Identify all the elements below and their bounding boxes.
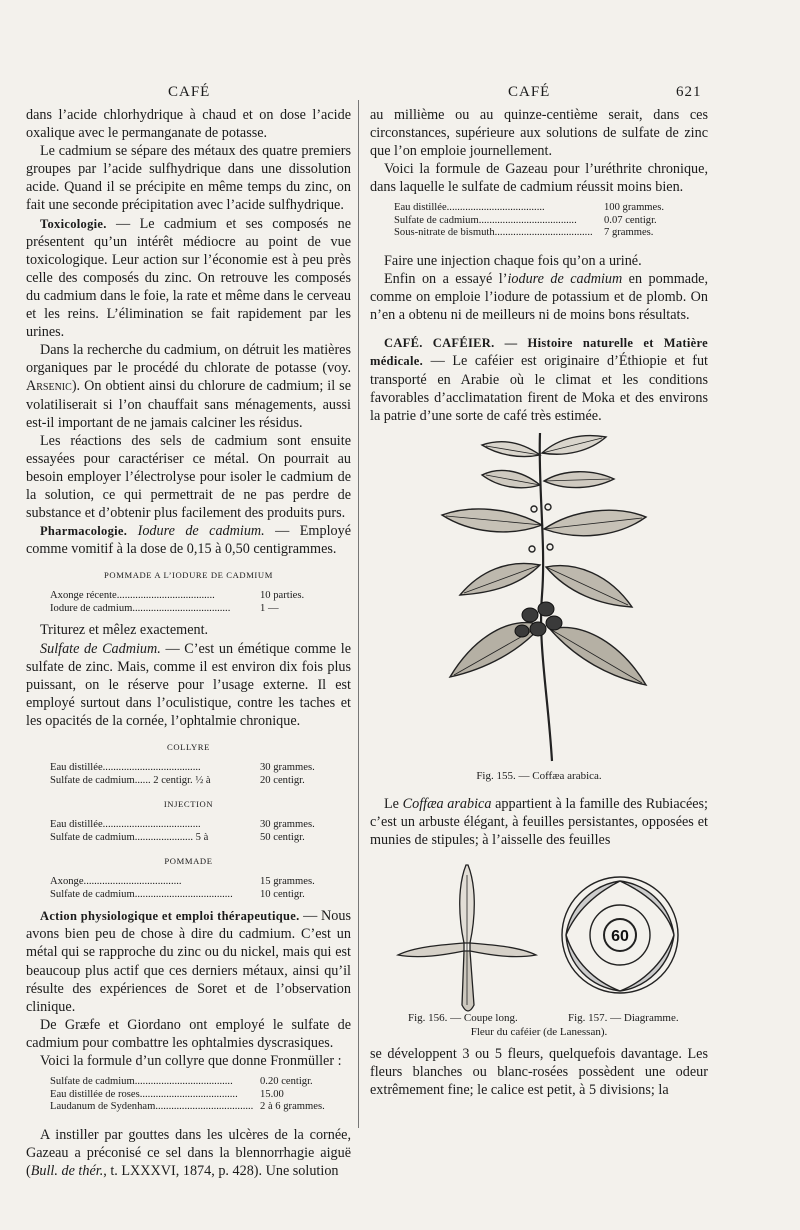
paragraph: Voici la formule d’un collyre que donne Fronmüller :: [40, 1053, 342, 1070]
diagram-label: 60: [611, 928, 629, 946]
recipe-row: [50, 1076, 325, 1089]
paragraph: se développent 3 ou 5 fleurs, quelquefois davantage. Les fleurs blanches ou blanc-rosées possèdent une odeur extrêmement fine; le calice est petit, à 5 divisions; la: [370, 1046, 708, 1099]
paragraph-toxicologie: [26, 215, 351, 342]
recipe-quantity: 100 grammes.: [604, 202, 665, 214]
paragraph-pharmacologie: [26, 522, 351, 558]
cross-reference: Arsenic: [26, 378, 72, 395]
figure-flower: [370, 855, 708, 1039]
paragraph-text: Le: [384, 795, 403, 812]
paragraph-text: appartient à la famille des Rubiacées; c’est un arbuste élégant, à feuilles persistantes, opposées et munies de stipules; à l’aisselle des feuilles: [370, 795, 709, 849]
recipe-title: COLLYRE: [167, 742, 210, 752]
recipe-row: [50, 590, 304, 603]
recipe-quantity: 0.07 centigr.: [604, 214, 657, 226]
section-heading: Pharmacologie.: [40, 524, 128, 539]
column-divider: [358, 100, 359, 1128]
recipe-ingredient: Sulfate de cadmium...... 2 centigr. ½ à: [50, 774, 211, 786]
paragraph: Triturez et mêlez exactement.: [40, 622, 209, 639]
paragraph-text: Enfin on a essayé l’: [384, 271, 508, 288]
paragraph-text: , t. LXXXVI, 1874, p. 428). Une solution: [103, 1162, 339, 1179]
recipe-ingredient: Eau distillée.....................................: [50, 819, 201, 831]
paragraph-text: — Nous avons bien peu de chose à dire du cadmium. C’est un métal qui se rapproche du zinc ou du nickel, mais qui est beaucoup plus actif que ces derniers métaux, ainsi qu’il résulte des expériences de Soret et de l’observation clinique.: [26, 908, 351, 1015]
italic-term: iodure de cadmium: [507, 271, 623, 288]
paragraph-text: — Employé comme vomitif à la dose de 0,15 à 0,50 centigrammes.: [26, 523, 351, 558]
paragraph: [26, 341, 351, 431]
recipe-ingredient: Sous-nitrate de bismuth.....................................: [394, 227, 593, 239]
page-number: 621: [676, 84, 702, 100]
paragraph-text: ). On obtient ainsi du chlorure de cadmium; il se volatiliserait si l’on chauffait sans ménagements, aussi est-il important de ne jamais calciner les résidus.: [26, 378, 351, 431]
recipe-ingredient: Sulfate de cadmium.....................................: [50, 888, 233, 900]
recipe-table: [50, 762, 315, 787]
recipe-ingredient: Eau distillée.....................................: [50, 762, 201, 774]
recipe-quantity: 50 centigr.: [260, 831, 305, 843]
paragraph-sulfate: [26, 640, 351, 730]
paragraph-text: — C’est un émétique comme le sulfate de zinc. Mais, comme il est environ dix fois plus puissant, on le réserve pour l’usage externe. Il est employé surtout dans l’oculistique, contre les taches et les opacités de la cornée, l’ophtalmie chronique.: [26, 640, 351, 729]
recipe-table: [50, 1076, 325, 1114]
recipe-table: [50, 819, 315, 844]
recipe-title: POMMADE A L’IODURE DE CADMIUM: [104, 570, 273, 581]
paragraph: De Græfe et Giordano ont employé le sulfate de cadmium pour combattre les ophtalmies dyscrasiques.: [26, 1016, 351, 1051]
running-head-right: CAFÉ: [508, 84, 551, 100]
recipe-ingredient: Axonge récente.....................................: [50, 590, 215, 602]
recipe-row: [50, 819, 315, 832]
paragraph: [370, 795, 708, 849]
recipe-row: [50, 832, 315, 845]
paragraph: Voici la formule de Gazeau pour l’uréthrite chronique, dans laquelle le sulfate de cadmium réussit moins bien.: [370, 161, 708, 196]
recipe-row: [50, 603, 304, 616]
paragraph: dans l’acide chlorhydrique à chaud et on dose l’acide oxalique avec le permanganate de potasse.: [26, 107, 351, 142]
figure-caption: Fig. 156. — Coupe long.: [408, 1012, 518, 1025]
recipe-ingredient: Sulfate de cadmium.....................................: [50, 1076, 233, 1088]
running-head-left: CAFÉ: [168, 84, 211, 100]
recipe-quantity: 1 —: [260, 602, 279, 614]
recipe-quantity: 15.00: [260, 1088, 284, 1100]
recipe-quantity: 2 à 6 grammes.: [260, 1101, 325, 1113]
article-heading: CAFÉ. CAFÉIER. — Histoire naturelle et Matière médicale.: [370, 336, 708, 369]
left-column: [26, 106, 351, 1180]
figure-coffee-branch: [370, 425, 708, 767]
section-heading: Action physiologique et emploi thérapeutique.: [40, 909, 300, 924]
recipe-row: [50, 889, 315, 902]
flower-section-illustration: [370, 855, 708, 1035]
paragraph: [370, 270, 708, 324]
paragraph: [26, 1126, 351, 1180]
recipe-quantity: 10 parties.: [260, 590, 305, 602]
recipe-ingredient: Eau distillée.....................................: [394, 202, 545, 214]
recipe-title: POMMADE: [164, 856, 213, 867]
figure-caption: Fig. 155. — Coffæa arabica.: [476, 769, 602, 782]
recipe-ingredient: Sulfate de cadmium...................... 5 à: [50, 831, 209, 843]
figure-caption: Fig. 157. — Diagramme.: [568, 1012, 679, 1025]
recipe-table: [50, 876, 315, 901]
recipe-ingredient: Axonge.....................................: [50, 876, 182, 888]
paragraph-action: [26, 907, 351, 1016]
recipe-quantity: 30 grammes.: [260, 762, 315, 774]
right-column: [370, 106, 708, 1099]
recipe-quantity: 30 grammes.: [260, 819, 315, 831]
recipe-row: [394, 202, 664, 215]
coffee-branch-illustration: [370, 425, 708, 767]
recipe-ingredient: Eau distillée de roses.....................................: [50, 1088, 238, 1100]
recipe-quantity: 20 centigr.: [260, 774, 305, 786]
recipe-quantity: 10 centigr.: [260, 888, 305, 900]
paragraph-text: A instiller par gouttes dans les ulcères de la cornée, Gazeau a préconisé ce sel dans la blennorrhagie aiguë (: [26, 1126, 351, 1179]
paragraph: au millième ou au quinze-centième serait, dans ces circonstances, supérieure aux solutions de sulfate de zinc que l’on emploie journellement.: [370, 107, 708, 160]
recipe-row: [50, 876, 315, 889]
recipe-ingredient: Iodure de cadmium.....................................: [50, 602, 231, 614]
recipe-ingredient: Sulfate de cadmium.....................................: [394, 214, 577, 226]
recipe-quantity: 0.20 centigr.: [260, 1076, 313, 1088]
recipe-table: [394, 202, 664, 240]
paragraph-text: en pommade, comme on emploie l’iodure de potassium et de plomb. On n’en a obtenu ni de meilleurs ni de moins bons résultats.: [370, 271, 709, 324]
italic-term: Sulfate de Cadmium.: [40, 640, 161, 657]
recipe-table: [50, 590, 304, 615]
italic-term: Coffæa arabica: [402, 795, 492, 812]
recipe-title: INJECTION: [163, 799, 214, 810]
paragraph: Faire une injection chaque fois qu’on a uriné.: [384, 252, 642, 269]
paragraph-text: — Le cadmium et ses composés ne présentent qu’un intérêt médiocre au point de vue toxicologique. Leur action sur l’économie est à peu près celle des composés du zinc. On retrouve les composés du cadmium dans le foie, la rate et même dans le cerveau et les reins. L’élimination se fait rapidement par les urines.: [26, 215, 351, 341]
paragraph-text: Dans la recherche du cadmium, on détruit les matières organiques par le procédé du chlorate de potasse (voy.: [26, 342, 351, 377]
recipe-row: [394, 227, 664, 240]
paragraph-text: — Le caféier est originaire d’Éthiopie et fut transporté en Arabie où le climat et les conditions favorables d’acclimatation firent de Moka et des environs la patrie d’une sorte de café très estimée.: [370, 353, 708, 424]
paragraph: Le cadmium se sépare des métaux des quatre premiers groupes par l’acide sulfhydrique dans une dissolution acide. Quand il se précipite en même temps du zinc, on fait une seconde précipitation avec l’acide sulfhydrique.: [26, 143, 351, 214]
paragraph: Les réactions des sels de cadmium sont ensuite essayées pour caractériser ce métal. On pourrait au besoin employer l’électrolyse pour isoler le cadmium de la solution, ce qui permettrait de ne pas perdre de substance et d’obtenir plus facilement des produits purs.: [26, 432, 351, 522]
recipe-quantity: 15 grammes.: [260, 876, 315, 888]
italic-term: Iodure de cadmium.: [137, 523, 265, 540]
recipe-row: [50, 1089, 325, 1102]
recipe-row: [50, 1101, 325, 1114]
recipe-row: [50, 775, 315, 788]
recipe-row: [50, 762, 315, 775]
recipe-quantity: 7 grammes.: [604, 227, 654, 239]
paragraph-cafe: [370, 334, 708, 424]
section-heading: Toxicologie.: [40, 216, 107, 231]
figure-caption: Fleur du caféier (de Lanessan).: [470, 1026, 608, 1039]
recipe-ingredient: Laudanum de Sydenham.....................................: [50, 1101, 254, 1113]
recipe-row: [394, 215, 664, 228]
citation-title: Bull. de thér.: [30, 1162, 104, 1179]
